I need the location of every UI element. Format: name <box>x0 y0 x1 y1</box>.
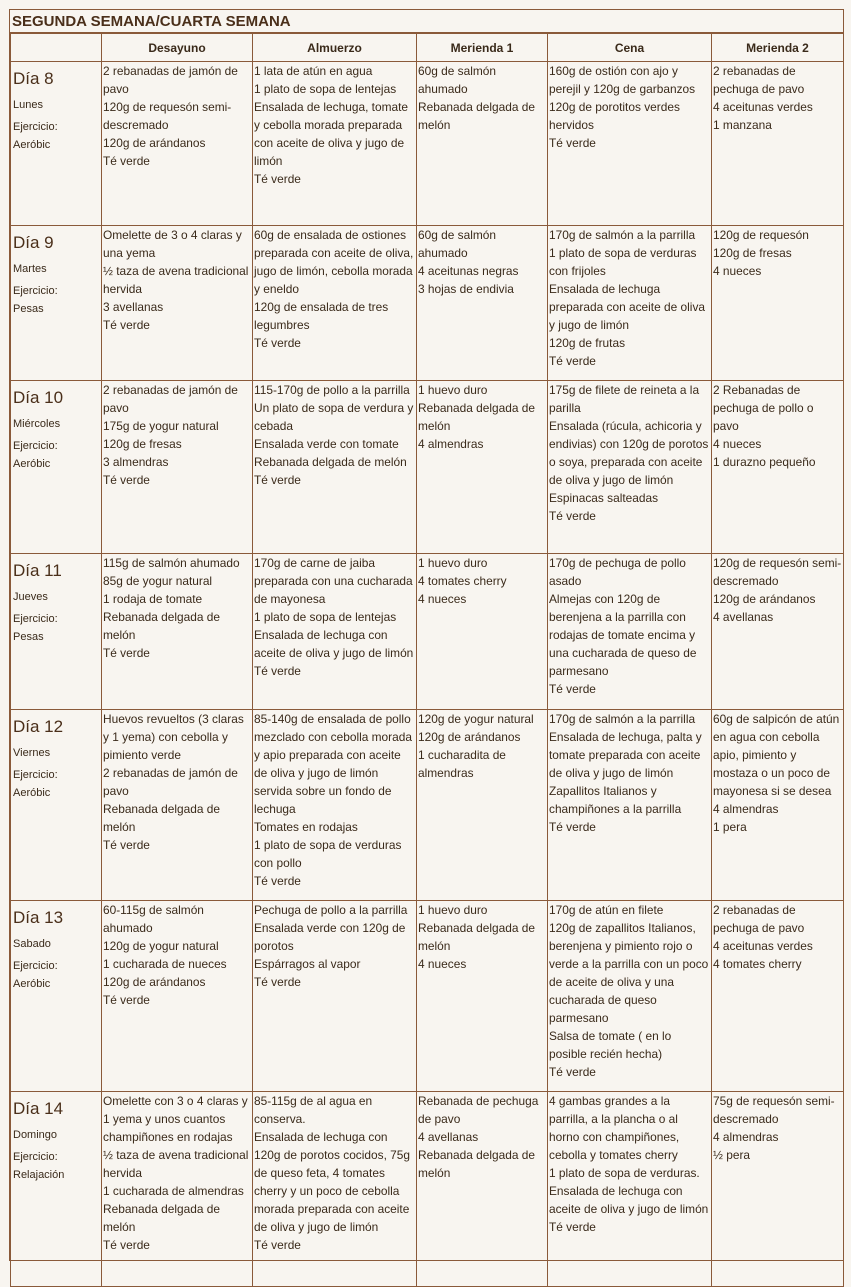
meal-item: Rebanada delgada de melón <box>103 610 221 642</box>
meal-item: Té verde <box>254 874 301 888</box>
meal-item: 85-115g de al agua en conserva. <box>254 1094 373 1126</box>
merienda2-cell <box>712 901 844 1092</box>
desayuno-cell <box>102 1092 253 1287</box>
meal-item: 120g de fresas <box>103 437 182 451</box>
meal-item: 1 lata de atún en agua <box>254 64 373 78</box>
merienda1-cell <box>417 901 548 1092</box>
header-cena: Cena <box>548 34 712 62</box>
cena-cell <box>548 62 712 226</box>
exercise: Ejercicio: Aeróbic <box>13 440 58 470</box>
merienda1-cell <box>417 381 548 554</box>
meal-item: Té verde <box>549 820 596 834</box>
meal-item: Té verde <box>254 1238 301 1252</box>
merienda2-cell <box>712 710 844 901</box>
meal-item: Rebanada delgada de melón <box>254 455 407 469</box>
meal-item: 175g de yogur natural <box>103 419 219 433</box>
almuerzo-cell <box>253 554 417 710</box>
merienda2-cell <box>712 554 844 710</box>
meal-item: Espárragos al vapor <box>254 957 361 971</box>
meal-item: 2 Rebanadas de pechuga de pollo o pavo <box>713 383 814 433</box>
almuerzo-cell <box>253 901 417 1092</box>
meal-item: 2 rebanadas de pechuga de pavo <box>713 903 805 935</box>
meal-item: 170g de carne de jaiba <box>254 556 375 570</box>
day-name: Día 14 <box>13 1099 64 1118</box>
meal-item: 4 tomates cherry <box>713 957 802 971</box>
meal-item: Té verde <box>549 1065 596 1079</box>
meal-item: 1 huevo duro <box>418 903 488 917</box>
meal-item: 120g de zapallitos Italianos, berenjena y pimiento rojo o verde a la parrilla con un poco de aceite de oliva y una cucharada de queso parmesano <box>549 921 709 1025</box>
meal-item: Té verde <box>549 509 596 523</box>
day-cell <box>11 381 102 554</box>
meal-item: 120g de requesón <box>713 228 809 242</box>
meal-item: 4 tomates cherry <box>418 574 507 588</box>
meal-item: 1 plato de sopa de lentejas <box>254 610 397 624</box>
meal-item: 1 plato de sopa de verduras con frijoles <box>549 246 697 278</box>
exercise: Ejercicio: Relajación <box>13 1151 65 1181</box>
meal-item: Té verde <box>254 473 301 487</box>
meal-item: ½ taza de avena tradicional hervida <box>103 264 249 296</box>
table-row <box>11 710 844 901</box>
cena-cell <box>548 381 712 554</box>
meal-item: 120g de arándanos <box>103 975 206 989</box>
meal-item: Té verde <box>254 336 301 350</box>
almuerzo-cell <box>253 226 417 381</box>
meal-item: 120g de frutas <box>549 336 626 350</box>
meal-item: 4 avellanas <box>418 1130 479 1144</box>
meal-item: 120g de arándanos <box>103 136 206 150</box>
desayuno-cell <box>102 710 253 901</box>
meal-item: 170g de salmón a la parrilla <box>549 228 696 242</box>
meal-item: Ensalada de lechuga con aceite de oliva y jugo de limón <box>549 1184 709 1216</box>
meal-item: Té verde <box>254 664 301 678</box>
meal-item: 4 almendras <box>713 802 779 816</box>
meal-item: Rebanada delgada de melón <box>418 100 536 132</box>
day-cell <box>11 901 102 1092</box>
header-merienda-1: Merienda 1 <box>417 34 548 62</box>
merienda1-cell <box>417 226 548 381</box>
meal-item: 115g de salmón ahumado <box>103 556 240 570</box>
meal-item: 4 almendras <box>418 437 484 451</box>
meal-item: 2 rebanadas de jamón de pavo <box>103 766 238 798</box>
meal-item: 1 huevo duro <box>418 383 488 397</box>
header-row <box>11 34 844 62</box>
exercise: Ejercicio: Pesas <box>13 613 58 643</box>
meal-item: Té verde <box>103 993 150 1007</box>
cena-cell <box>548 710 712 901</box>
header-almuerzo: Almuerzo <box>253 34 417 62</box>
meal-item: Té verde <box>549 1220 596 1234</box>
meal-item: 1 plato de sopa de verduras. <box>549 1166 700 1180</box>
meal-item: 4 aceitunas verdes <box>713 939 813 953</box>
merienda2-cell <box>712 1092 844 1287</box>
cena-cell <box>548 554 712 710</box>
meal-item: Ensalada (rúcula, achicoria y endivias) con 120g de porotos o soya, preparada con aceite de oliva y jugo de limón <box>549 419 709 487</box>
meal-item: Rebanada delgada de melón <box>418 921 536 953</box>
table-row <box>11 1092 844 1287</box>
desayuno-cell <box>102 554 253 710</box>
meal-item: 170g de pechuga de pollo asado <box>549 556 686 588</box>
meal-item: Rebanada delgada de melón <box>103 1202 221 1234</box>
meal-item: Omelette de 3 o 4 claras y una yema <box>103 228 242 260</box>
meal-item: Ensalada verde con tomate <box>254 437 399 451</box>
almuerzo-cell <box>253 381 417 554</box>
meal-item: Huevos revueltos (3 claras y 1 yema) con cebolla y pimiento verde <box>103 712 244 762</box>
day-cell <box>11 554 102 710</box>
meal-item: Ensalada de lechuga, tomate y cebolla morada preparada con aceite de oliva y jugo de limón <box>254 100 409 168</box>
day-cell <box>11 710 102 901</box>
cena-cell <box>548 226 712 381</box>
day-cell <box>11 1092 102 1287</box>
meal-item: Un plato de sopa de verdura y cebada <box>254 401 414 433</box>
day-name: Día 12 <box>13 717 64 736</box>
meal-item: 85-140g de ensalada de pollo mezclado con cebolla morada y apio preparada con aceite de oliva y jugo de limón servida sobre un fondo de lechuga <box>254 712 412 816</box>
meal-item: 170g de salmón a la parrilla <box>549 712 696 726</box>
meal-item: Té verde <box>549 136 596 150</box>
header-desayuno: Desayuno <box>102 34 253 62</box>
table-row <box>11 901 844 1092</box>
merienda2-cell <box>712 62 844 226</box>
cena-cell <box>548 1092 712 1287</box>
merienda1-cell <box>417 554 548 710</box>
meal-item: Té verde <box>103 838 150 852</box>
weekday: Miércoles <box>13 418 61 430</box>
meal-item: Ensalada de lechuga con 120g de porotos cocidos, 75g de queso feta, 4 tomates cherry y un poco de cebolla morada preparada con aceite de oliva y jugo de limón <box>254 1130 411 1234</box>
meal-item: Rebanada de pechuga de pavo <box>418 1094 539 1126</box>
meal-item: Ensalada verde con 120g de porotos <box>254 921 406 953</box>
meal-item: Té verde <box>103 154 150 168</box>
day-name: Día 8 <box>13 69 54 88</box>
meal-item: 3 almendras <box>103 455 169 469</box>
exercise: Ejercicio: Aeróbic <box>13 769 58 799</box>
meal-plan-table <box>10 33 844 1287</box>
desayuno-cell <box>102 62 253 226</box>
merienda1-cell <box>417 62 548 226</box>
diet-plan-document <box>9 9 844 1261</box>
meal-item: Zapallitos Italianos y champiñones a la parrilla <box>549 784 682 816</box>
weekday: Jueves <box>13 591 48 603</box>
meal-item: 60g de salpicón de atún en agua con cebolla apio, pimiento y mostaza o un poco de mayonesa si se desea <box>713 712 840 798</box>
table-row <box>11 554 844 710</box>
meal-item: 120g de requesón semi-descremado <box>713 556 842 588</box>
day-name: Día 9 <box>13 233 54 252</box>
meal-item: Ensalada de lechuga con aceite de oliva y jugo de limón <box>254 628 414 660</box>
meal-item: Té verde <box>103 473 150 487</box>
meal-item: 75g de requesón semi-descremado <box>713 1094 835 1126</box>
header-merienda-2: Merienda 2 <box>712 34 844 62</box>
meal-item: 120g de fresas <box>713 246 792 260</box>
weekday: Martes <box>13 263 47 275</box>
almuerzo-cell <box>253 710 417 901</box>
meal-item: Té verde <box>103 646 150 660</box>
meal-item: Té verde <box>549 354 596 368</box>
day-cell <box>11 226 102 381</box>
meal-item: 4 avellanas <box>713 610 774 624</box>
page-title: SEGUNDA SEMANA/CUARTA SEMANA <box>10 10 843 33</box>
meal-item: 1 durazno pequeño <box>713 455 816 469</box>
meal-item: 1 manzana <box>713 118 772 132</box>
meal-item: Té verde <box>103 1238 150 1252</box>
meal-item: 85g de yogur natural <box>103 574 213 588</box>
meal-item: Almejas con 120g de berenjena a la parrilla con rodajas de tomate encima y una cucharada de queso de parmesano <box>549 592 697 678</box>
meal-item: 1 plato de sopa de lentejas <box>254 82 397 96</box>
meal-item: Espinacas salteadas <box>549 491 659 505</box>
meal-item: Rebanada delgada de melón <box>103 802 221 834</box>
weekday: Viernes <box>13 747 51 759</box>
meal-item: 170g de atún en filete <box>549 903 664 917</box>
meal-item: Té verde <box>254 172 301 186</box>
meal-item: Tomates en rodajas <box>254 820 358 834</box>
meal-item: 4 nueces <box>418 957 467 971</box>
meal-item: 1 pera <box>713 820 747 834</box>
table-row <box>11 381 844 554</box>
exercise: Ejercicio: Pesas <box>13 285 58 315</box>
weekday: Sabado <box>13 938 51 950</box>
table-row <box>11 62 844 226</box>
day-cell <box>11 62 102 226</box>
meal-item: Ensalada de lechuga, palta y tomate preparada con aceite de oliva y jugo de limón <box>549 730 702 780</box>
meal-item: 60g de ensalada de ostiones preparada con aceite de oliva, jugo de limón, cebolla morada y eneldo <box>254 228 414 296</box>
meal-item: ½ pera <box>713 1148 751 1162</box>
merienda2-cell <box>712 226 844 381</box>
meal-item: 4 nueces <box>418 592 467 606</box>
meal-item: 4 nueces <box>713 264 762 278</box>
almuerzo-cell <box>253 1092 417 1287</box>
meal-item: 115-170g de pollo a la parrilla <box>254 383 410 397</box>
meal-item: 1 huevo duro <box>418 556 488 570</box>
meal-item: 120g de arándanos <box>713 592 816 606</box>
meal-item: 2 rebanadas de jamón de pavo <box>103 383 238 415</box>
meal-item: preparada con una cucharada de mayonesa <box>254 574 413 606</box>
meal-item: 120g de yogur natural <box>418 712 534 726</box>
meal-item: 1 cucharada de nueces <box>103 957 227 971</box>
merienda1-cell <box>417 1092 548 1287</box>
meal-item: Omelette con 3 o 4 claras y 1 yema y unos cuantos champiñones en rodajas <box>103 1094 248 1144</box>
meal-item: 2 rebanadas de jamón de pavo <box>103 64 238 96</box>
meal-item: 120g de ensalada de tres legumbres <box>254 300 389 332</box>
meal-item: 1 cucharada de almendras <box>103 1184 244 1198</box>
meal-item: 60-115g de salmón ahumado <box>103 903 204 935</box>
meal-item: 120g de requesón semi-descremado <box>103 100 232 132</box>
weekday: Lunes <box>13 99 43 111</box>
meal-item: Rebanada delgada de melón <box>418 401 536 433</box>
meal-item: 1 rodaja de tomate <box>103 592 203 606</box>
table-row <box>11 226 844 381</box>
meal-item: 4 almendras <box>713 1130 779 1144</box>
meal-item: 160g de ostión con ajo y perejil y 120g de garbanzos <box>549 64 696 96</box>
merienda2-cell <box>712 381 844 554</box>
desayuno-cell <box>102 901 253 1092</box>
meal-item: 4 aceitunas verdes <box>713 100 813 114</box>
weekday: Domingo <box>13 1129 58 1141</box>
meal-item: Té verde <box>103 318 150 332</box>
meal-item: 120g de arándanos <box>418 730 521 744</box>
meal-item: 4 gambas grandes a la parrilla, a la plancha o al horno con champiñones, cebolla y tomates cherry <box>549 1094 680 1162</box>
meal-item: 120g de yogur natural <box>103 939 219 953</box>
meal-item: 60g de salmón ahumado <box>418 228 497 260</box>
meal-item: 3 hojas de endivia <box>418 282 514 296</box>
desayuno-cell <box>102 226 253 381</box>
meal-item: 175g de filete de reineta a la parilla <box>549 383 700 415</box>
meal-item: Té verde <box>549 682 596 696</box>
meal-item: ½ taza de avena tradicional hervida <box>103 1148 249 1180</box>
meal-item: 60g de salmón ahumado <box>418 64 497 96</box>
exercise: Ejercicio: Aeróbic <box>13 121 58 151</box>
day-name: Día 13 <box>13 908 64 927</box>
meal-item: Rebanada delgada de melón <box>418 1148 536 1180</box>
meal-item: 2 rebanadas de pechuga de pavo <box>713 64 805 96</box>
meal-item: 3 avellanas <box>103 300 164 314</box>
meal-item: Té verde <box>254 975 301 989</box>
desayuno-cell <box>102 381 253 554</box>
cena-cell <box>548 901 712 1092</box>
header-day <box>11 34 102 62</box>
meal-item: 4 aceitunas negras <box>418 264 519 278</box>
meal-item: Salsa de tomate ( en lo posible recién hecha) <box>549 1029 672 1061</box>
almuerzo-cell <box>253 62 417 226</box>
meal-item: 1 cucharadita de almendras <box>418 748 506 780</box>
meal-item: Ensalada de lechuga preparada con aceite de oliva y jugo de limón <box>549 282 706 332</box>
day-name: Día 10 <box>13 388 64 407</box>
exercise: Ejercicio: Aeróbic <box>13 960 58 990</box>
meal-item: Pechuga de pollo a la parrilla <box>254 903 408 917</box>
meal-item: 1 plato de sopa de verduras con pollo <box>254 838 402 870</box>
meal-item: 4 nueces <box>713 437 762 451</box>
day-name: Día 11 <box>13 561 62 580</box>
meal-item: 120g de porotitos verdes hervidos <box>549 100 680 132</box>
merienda1-cell <box>417 710 548 901</box>
